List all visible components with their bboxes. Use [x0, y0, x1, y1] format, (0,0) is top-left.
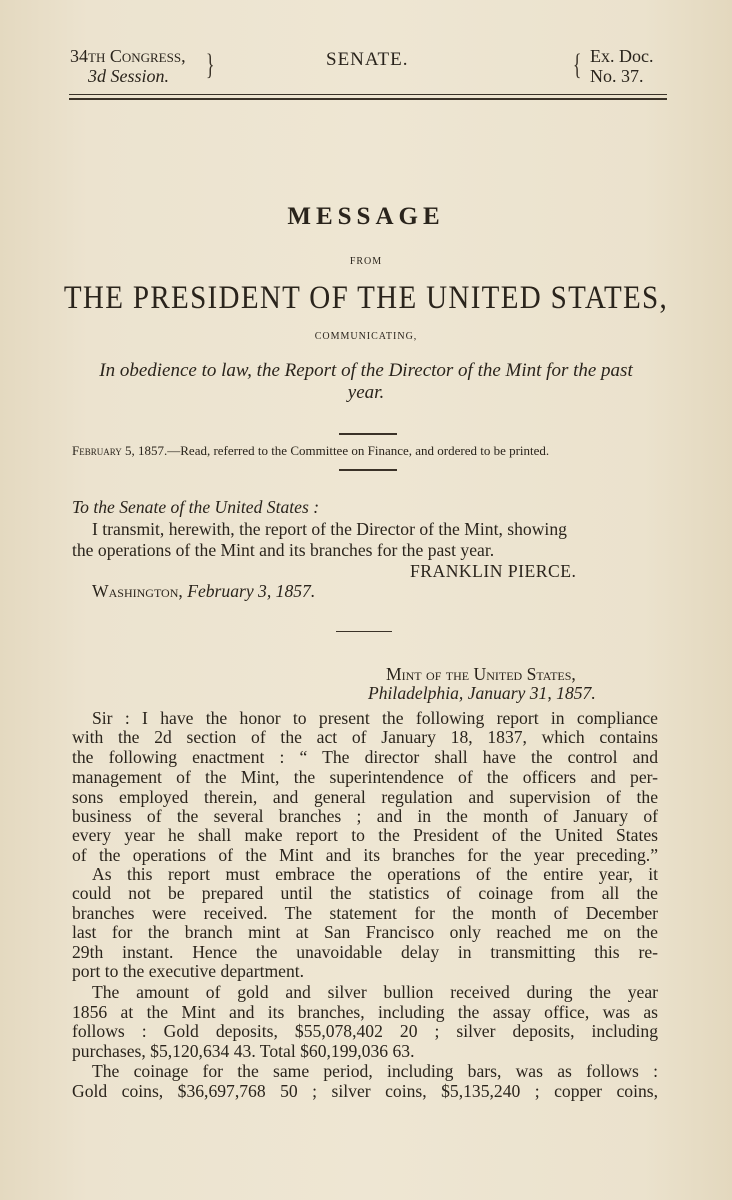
report-place-date [368, 683, 596, 704]
report-place: Philadelphia, [368, 683, 464, 703]
report-date: January 31, 1857. [467, 683, 596, 703]
communicating-label: COMMUNICATING, [314, 331, 418, 342]
report-sender: Mint of the United States, [386, 664, 576, 684]
referral-text: —Read, referred to the Committee on Finance, and ordered to be printed. [167, 443, 550, 458]
right-brace-icon: } [205, 48, 215, 81]
header-rule-thin [69, 94, 667, 95]
report-line: could not be prepared until the statistics of coinage from all the [72, 883, 658, 903]
message-heading: MESSAGE [287, 203, 445, 230]
document-number-block [590, 46, 653, 86]
referral-date: February 5, 1857. [72, 443, 168, 458]
salutation: To the Senate of the United States : [72, 497, 320, 517]
session-label: 3d Session. [88, 66, 169, 86]
chamber-label: SENATE. [326, 49, 409, 70]
from-label: FROM [349, 256, 383, 267]
divider-rule [339, 469, 397, 471]
subtitle-line-1: In obedience to law, the Report of the Director of the Mint for the past [99, 360, 633, 381]
referral-line [72, 443, 549, 459]
report-line: purchases, $5,120,634 43. Total $60,199,036 63. [72, 1041, 415, 1061]
left-brace-icon: { [572, 48, 582, 81]
divider-rule [336, 631, 392, 632]
report-line: Sir : I have the honor to present the following report in compliance [92, 708, 658, 728]
transmittal-line-2: the operations of the Mint and its branches for the past year. [72, 540, 495, 560]
report-line: The amount of gold and silver bullion received during the year [92, 982, 658, 1002]
subtitle-line-2: year. [347, 382, 385, 403]
report-line: 29th instant. Hence the unavoidable delay in transmitting this re- [72, 942, 658, 962]
report-line: the following enactment : “ The director shall have the control and [72, 747, 658, 767]
transmittal-line-1: I transmit, herewith, the report of the Director of the Mint, showing [92, 519, 567, 539]
report-line: As this report must embrace the operations of the entire year, it [92, 864, 658, 884]
report-line: sons employed therein, and general regulation and supervision of the [72, 787, 658, 807]
president-heading: THE PRESIDENT OF THE UNITED STATES, [63, 280, 669, 316]
doc-number-label: No. 37. [590, 66, 644, 86]
signature: FRANKLIN PIERCE. [410, 561, 577, 581]
report-line: branches were received. The statement for the month of December [72, 903, 658, 923]
report-line: The coinage for the same period, including bars, was as follows : [92, 1061, 658, 1081]
report-line: management of the Mint, the superintendence of the officers and per- [72, 767, 658, 787]
report-line: follows : Gold deposits, $55,078,402 20 ; silver deposits, including [72, 1021, 658, 1041]
congress-label: 34th Congress, [70, 46, 186, 66]
report-line: business of the several branches ; and in the month of January of [72, 806, 658, 826]
subtitle [0, 360, 732, 404]
report-line: 1856 at the Mint and its branches, including the assay office, was as [72, 1002, 658, 1022]
divider-rule [339, 433, 397, 435]
report-line: Gold coins, $36,697,768 50 ; silver coins, $5,135,240 ; copper coins, [72, 1081, 658, 1101]
date: February 3, 1857. [187, 581, 316, 601]
place-date-line [92, 581, 315, 602]
report-line: last for the branch mint at San Francisco only reached me on the [72, 922, 658, 942]
report-line: with the 2d section of the act of January 18, 1837, which contains [72, 727, 658, 747]
place: Washington, [92, 581, 183, 601]
report-line: of the operations of the Mint and its branches for the year preceding.” [72, 845, 658, 865]
congress-session-block [70, 46, 186, 86]
doc-type-label: Ex. Doc. [590, 46, 654, 66]
report-line: port to the executive department. [72, 961, 305, 981]
report-line: every year he shall make report to the President of the United States [72, 825, 658, 845]
header-rule-thick [69, 98, 667, 100]
